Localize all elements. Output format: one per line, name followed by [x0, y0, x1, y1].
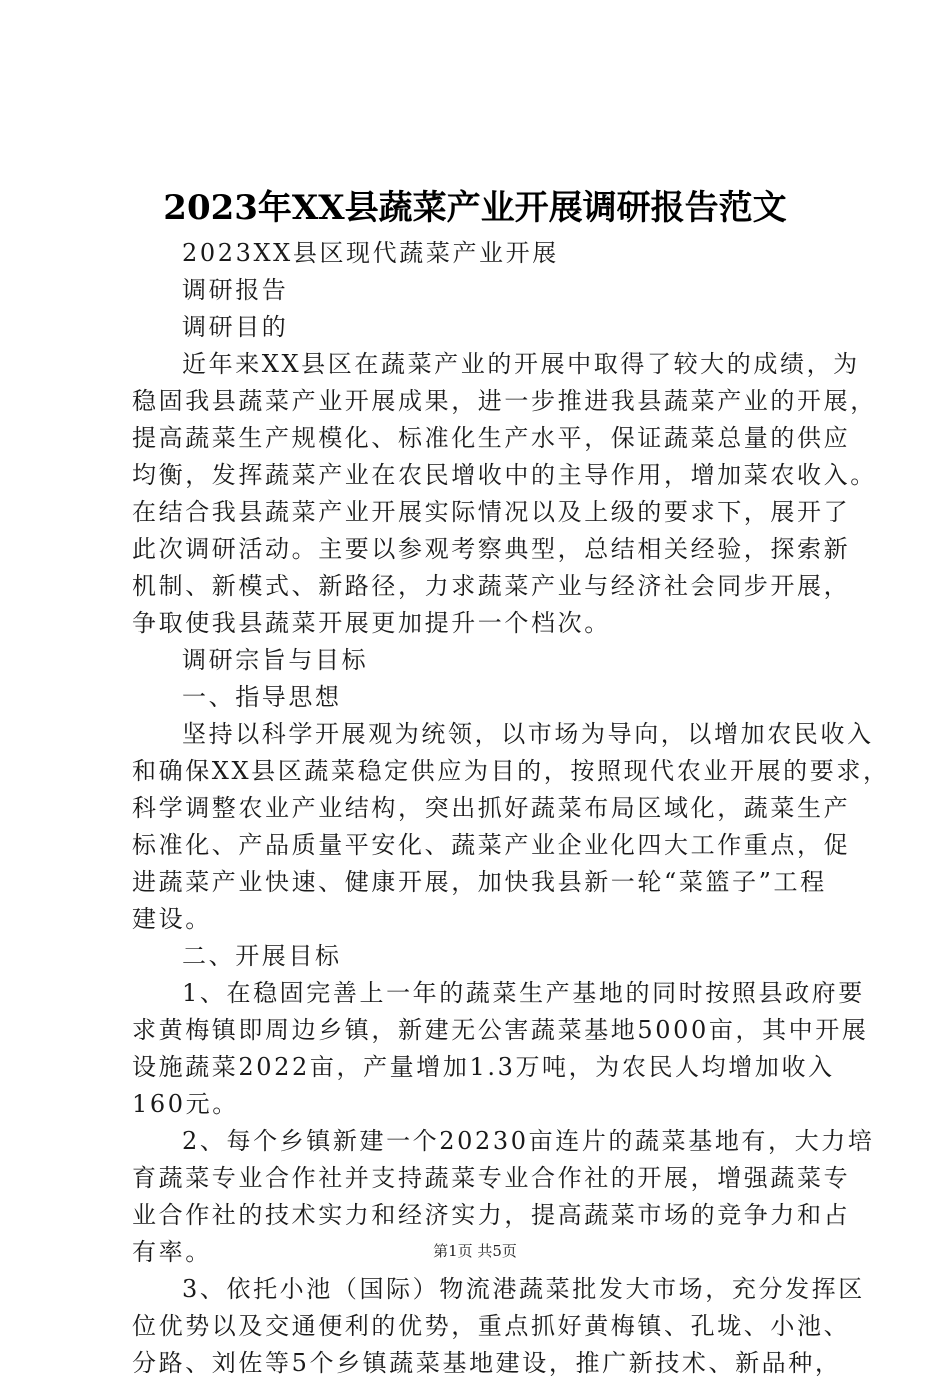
text-line: 争取使我县蔬菜开展更加提升一个档次。 [132, 609, 611, 637]
page-indicator: 第1页 共5页 [433, 1242, 517, 1260]
text-line: 近年来XX县区在蔬菜产业的开展中取得了较大的成绩，为 [182, 350, 860, 378]
text-line: 二、开展目标 [182, 942, 342, 970]
text-line: 标准化、产品质量平安化、蔬菜产业企业化四大工作重点，促 [132, 831, 851, 859]
text-line: 调研目的 [182, 313, 289, 341]
text-line: 位优势以及交通便利的优势，重点抓好黄梅镇、孔垅、小池、 [132, 1312, 851, 1340]
text-line: 坚持以科学开展观为统领，以市场为导向，以增加农民收入 [182, 720, 874, 748]
text-line: 2、每个乡镇新建一个20230亩连片的蔬菜基地有，大力培 [182, 1127, 875, 1155]
text-line: 一、指导思想 [182, 683, 342, 711]
text-line: 设施蔬菜2022亩，产量增加1.3万吨，为农民人均增加收入 [132, 1053, 835, 1081]
text-line: 调研报告 [182, 276, 289, 304]
text-line: 育蔬菜专业合作社并支持蔬菜专业合作社的开展，增强蔬菜专 [132, 1164, 851, 1192]
text-line: 提高蔬菜生产规模化、标准化生产水平，保证蔬菜总量的供应 [132, 424, 851, 452]
text-line: 有率。 [132, 1238, 212, 1266]
text-line: 调研宗旨与目标 [182, 646, 369, 674]
text-line: 业合作社的技术实力和经济实力，提高蔬菜市场的竞争力和占 [132, 1201, 851, 1229]
text-line: 科学调整农业产业结构，突出抓好蔬菜布局区域化，蔬菜生产 [132, 794, 851, 822]
text-line: 稳固我县蔬菜产业开展成果，进一步推进我县蔬菜产业的开展， [132, 387, 877, 415]
text-line: 分路、刘佐等5个乡镇蔬菜基地建设，推广新技术、新品种， [132, 1349, 842, 1377]
text-line: 1、在稳固完善上一年的蔬菜生产基地的同时按照县政府要 [182, 979, 865, 1007]
document-title: 2023年XX县蔬菜产业开展调研报告范文 [163, 188, 787, 228]
text-line: 2023XX县区现代蔬菜产业开展 [182, 239, 559, 267]
text-line: 此次调研活动。主要以参观考察典型，总结相关经验，探索新 [132, 535, 851, 563]
text-line: 3、依托小池（国际）物流港蔬菜批发大市场，充分发挥区 [182, 1275, 865, 1303]
text-line: 进蔬菜产业快速、健康开展，加快我县新一轮“菜篮子”工程 [132, 868, 827, 896]
text-line: 在结合我县蔬菜产业开展实际情况以及上级的要求下，展开了 [132, 498, 851, 526]
text-line: 求黄梅镇即周边乡镇，新建无公害蔬菜基地5000亩，其中开展 [132, 1016, 869, 1044]
text-line: 160元。 [132, 1090, 239, 1118]
text-line: 机制、新模式、新路径，力求蔬菜产业与经济社会同步开展， [132, 572, 851, 600]
text-line: 建设。 [132, 905, 212, 933]
text-line: 和确保XX县区蔬菜稳定供应为目的，按照现代农业开展的要求， [132, 757, 890, 785]
text-line: 均衡，发挥蔬菜产业在农民增收中的主导作用，增加菜农收入。 [132, 461, 877, 489]
document-body [132, 235, 890, 1382]
